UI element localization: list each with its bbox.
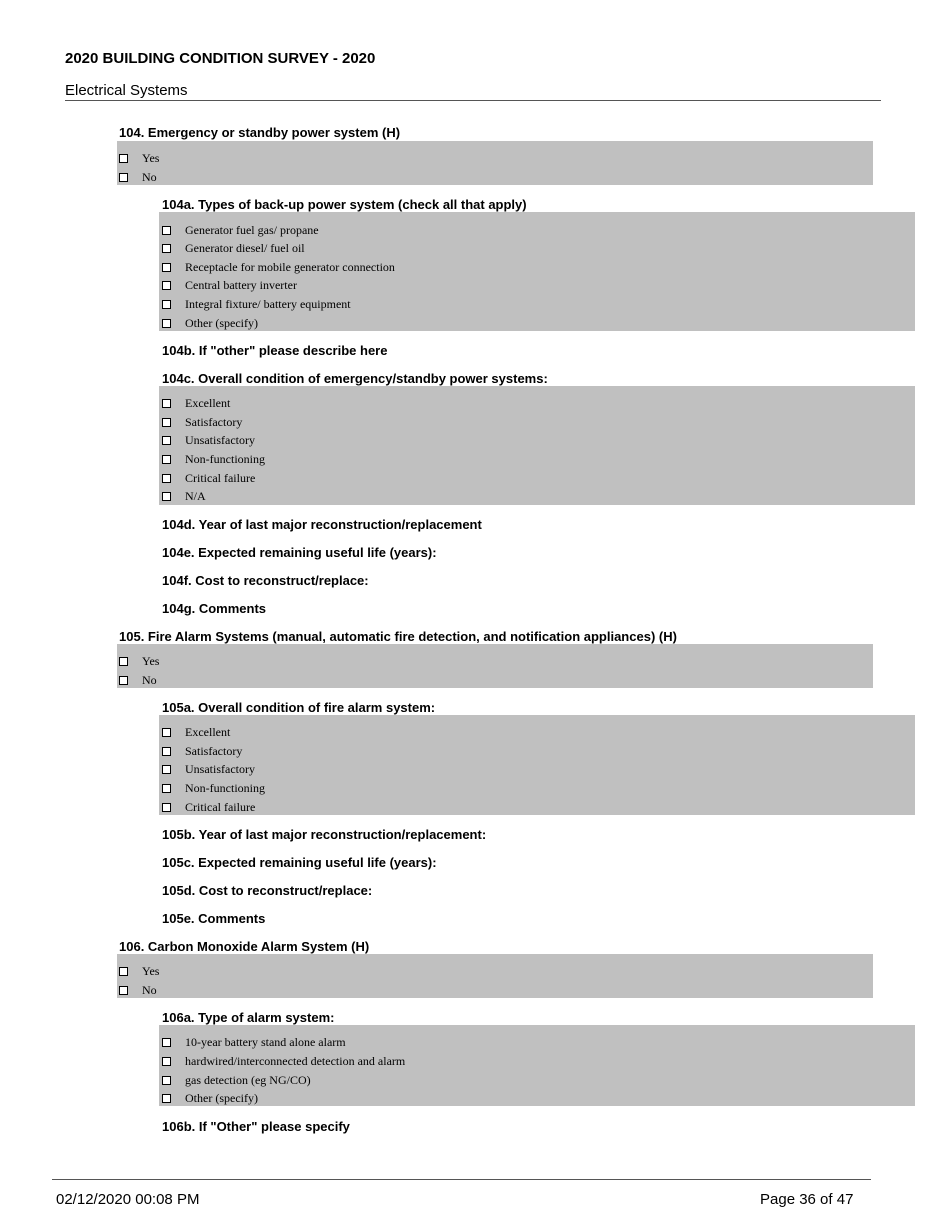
checkbox[interactable]	[162, 1057, 171, 1066]
question-104a-label: 104a. Types of back-up power system (check all that apply)	[162, 197, 527, 212]
option-106a-other[interactable]	[162, 1089, 258, 1107]
option-label: Other (specify)	[185, 1091, 258, 1105]
question-105a-options-group	[159, 715, 915, 815]
option-label: Yes	[142, 964, 160, 978]
question-104-label: 104. Emergency or standby power system (H)	[119, 125, 401, 140]
checkbox[interactable]	[162, 226, 171, 235]
option-105-no[interactable]	[119, 671, 157, 689]
option-104c-satisfactory[interactable]	[162, 413, 242, 431]
option-label: Unsatisfactory	[185, 762, 255, 776]
question-105e-label: 105e. Comments	[162, 911, 266, 926]
option-label: Integral fixture/ battery equipment	[185, 297, 351, 311]
question-106b-label: 106b. If "Other" please specify	[162, 1119, 350, 1134]
checkbox[interactable]	[162, 300, 171, 309]
option-label: Non-functioning	[185, 452, 265, 466]
option-label: Unsatisfactory	[185, 433, 255, 447]
checkbox[interactable]	[119, 154, 128, 163]
option-105-yes[interactable]	[119, 652, 159, 670]
question-104e-label: 104e. Expected remaining useful life (years):	[162, 545, 437, 560]
question-104c-label: 104c. Overall condition of emergency/standby power systems:	[162, 371, 548, 386]
option-105a-non-functioning[interactable]	[162, 779, 265, 797]
option-106a-battery-alarm[interactable]	[162, 1033, 346, 1051]
question-104g-label: 104g. Comments	[162, 601, 267, 616]
checkbox[interactable]	[162, 436, 171, 445]
checkbox[interactable]	[162, 263, 171, 272]
option-label: Generator diesel/ fuel oil	[185, 241, 305, 255]
option-106-yes[interactable]	[119, 962, 159, 980]
option-106a-gas-detection[interactable]	[162, 1071, 311, 1089]
option-label: Yes	[142, 654, 160, 668]
question-106-label: 106. Carbon Monoxide Alarm System (H)	[119, 939, 370, 954]
checkbox[interactable]	[119, 657, 128, 666]
option-104c-unsatisfactory[interactable]	[162, 431, 255, 449]
section-title: Electrical Systems	[65, 82, 188, 99]
option-label: Central battery inverter	[185, 278, 297, 292]
checkbox[interactable]	[119, 173, 128, 182]
checkbox[interactable]	[162, 418, 171, 427]
question-105d-label: 105d. Cost to reconstruct/replace:	[162, 883, 373, 898]
option-106a-hardwired[interactable]	[162, 1052, 405, 1070]
checkbox[interactable]	[162, 784, 171, 793]
checkbox[interactable]	[162, 1038, 171, 1047]
option-label: Critical failure	[185, 471, 256, 485]
checkbox[interactable]	[162, 474, 171, 483]
question-105-label: 105. Fire Alarm Systems (manual, automatic fire detection, and notification appliances) (H)	[119, 629, 677, 644]
question-106a-label: 106a. Type of alarm system:	[162, 1010, 335, 1025]
option-label: Non-functioning	[185, 781, 265, 795]
document-title: 2020 BUILDING CONDITION SURVEY - 2020	[65, 50, 376, 67]
question-104-options-group	[117, 141, 873, 185]
footer-page-number: Page 36 of 47	[760, 1191, 854, 1208]
option-104a-generator-fuel-gas[interactable]	[162, 221, 319, 239]
option-104a-generator-diesel[interactable]	[162, 239, 305, 257]
checkbox[interactable]	[162, 1094, 171, 1103]
option-label: No	[142, 983, 157, 997]
checkbox[interactable]	[162, 803, 171, 812]
question-105c-label: 105c. Expected remaining useful life (years):	[162, 855, 437, 870]
option-label: N/A	[185, 489, 206, 503]
option-106-no[interactable]	[119, 981, 157, 999]
checkbox[interactable]	[162, 747, 171, 756]
checkbox[interactable]	[162, 399, 171, 408]
option-104a-central-battery[interactable]	[162, 276, 297, 294]
option-104-no[interactable]	[119, 168, 157, 186]
option-104-yes[interactable]	[119, 149, 159, 167]
checkbox[interactable]	[119, 967, 128, 976]
option-104a-other[interactable]	[162, 314, 258, 332]
option-label: Receptacle for mobile generator connection	[185, 260, 395, 274]
option-104c-critical-failure[interactable]	[162, 469, 255, 487]
option-label: Satisfactory	[185, 415, 243, 429]
option-label: No	[142, 673, 157, 687]
option-104c-non-functioning[interactable]	[162, 450, 265, 468]
option-label: Generator fuel gas/ propane	[185, 223, 319, 237]
question-104d-label: 104d. Year of last major reconstruction/replacement	[162, 517, 482, 532]
option-104c-excellent[interactable]	[162, 394, 230, 412]
option-label: Satisfactory	[185, 744, 243, 758]
option-label: gas detection (eg NG/CO)	[185, 1073, 311, 1087]
option-104a-integral-fixture[interactable]	[162, 295, 351, 313]
option-105a-satisfactory[interactable]	[162, 742, 242, 760]
checkbox[interactable]	[119, 676, 128, 685]
question-104c-options-group	[159, 386, 915, 505]
option-105a-critical-failure[interactable]	[162, 798, 255, 816]
option-label: No	[142, 170, 157, 184]
option-105a-unsatisfactory[interactable]	[162, 760, 255, 778]
question-105a-label: 105a. Overall condition of fire alarm system:	[162, 700, 436, 715]
checkbox[interactable]	[162, 1076, 171, 1085]
question-105b-label: 105b. Year of last major reconstruction/replacement:	[162, 827, 487, 842]
checkbox[interactable]	[162, 728, 171, 737]
option-label: Yes	[142, 151, 160, 165]
question-105-options-group	[117, 644, 873, 688]
checkbox[interactable]	[162, 281, 171, 290]
checkbox[interactable]	[162, 492, 171, 501]
question-104f-label: 104f. Cost to reconstruct/replace:	[162, 573, 369, 588]
footer-timestamp: 02/12/2020 00:08 PM	[56, 1191, 200, 1208]
question-106-options-group	[117, 954, 873, 998]
section-divider	[65, 100, 881, 101]
footer-divider	[52, 1179, 871, 1180]
option-label: hardwired/interconnected detection and alarm	[185, 1054, 406, 1068]
option-label: Other (specify)	[185, 316, 258, 330]
option-label: Excellent	[185, 396, 231, 410]
question-104b-label: 104b. If "other" please describe here	[162, 343, 388, 358]
option-label: Excellent	[185, 725, 231, 739]
option-label: Critical failure	[185, 800, 256, 814]
checkbox[interactable]	[162, 455, 171, 464]
option-label: 10-year battery stand alone alarm	[185, 1035, 346, 1049]
checkbox[interactable]	[162, 319, 171, 328]
checkbox[interactable]	[162, 765, 171, 774]
checkbox[interactable]	[119, 986, 128, 995]
option-105a-excellent[interactable]	[162, 723, 230, 741]
option-104c-na[interactable]	[162, 487, 206, 505]
checkbox[interactable]	[162, 244, 171, 253]
option-104a-receptacle[interactable]	[162, 258, 395, 276]
